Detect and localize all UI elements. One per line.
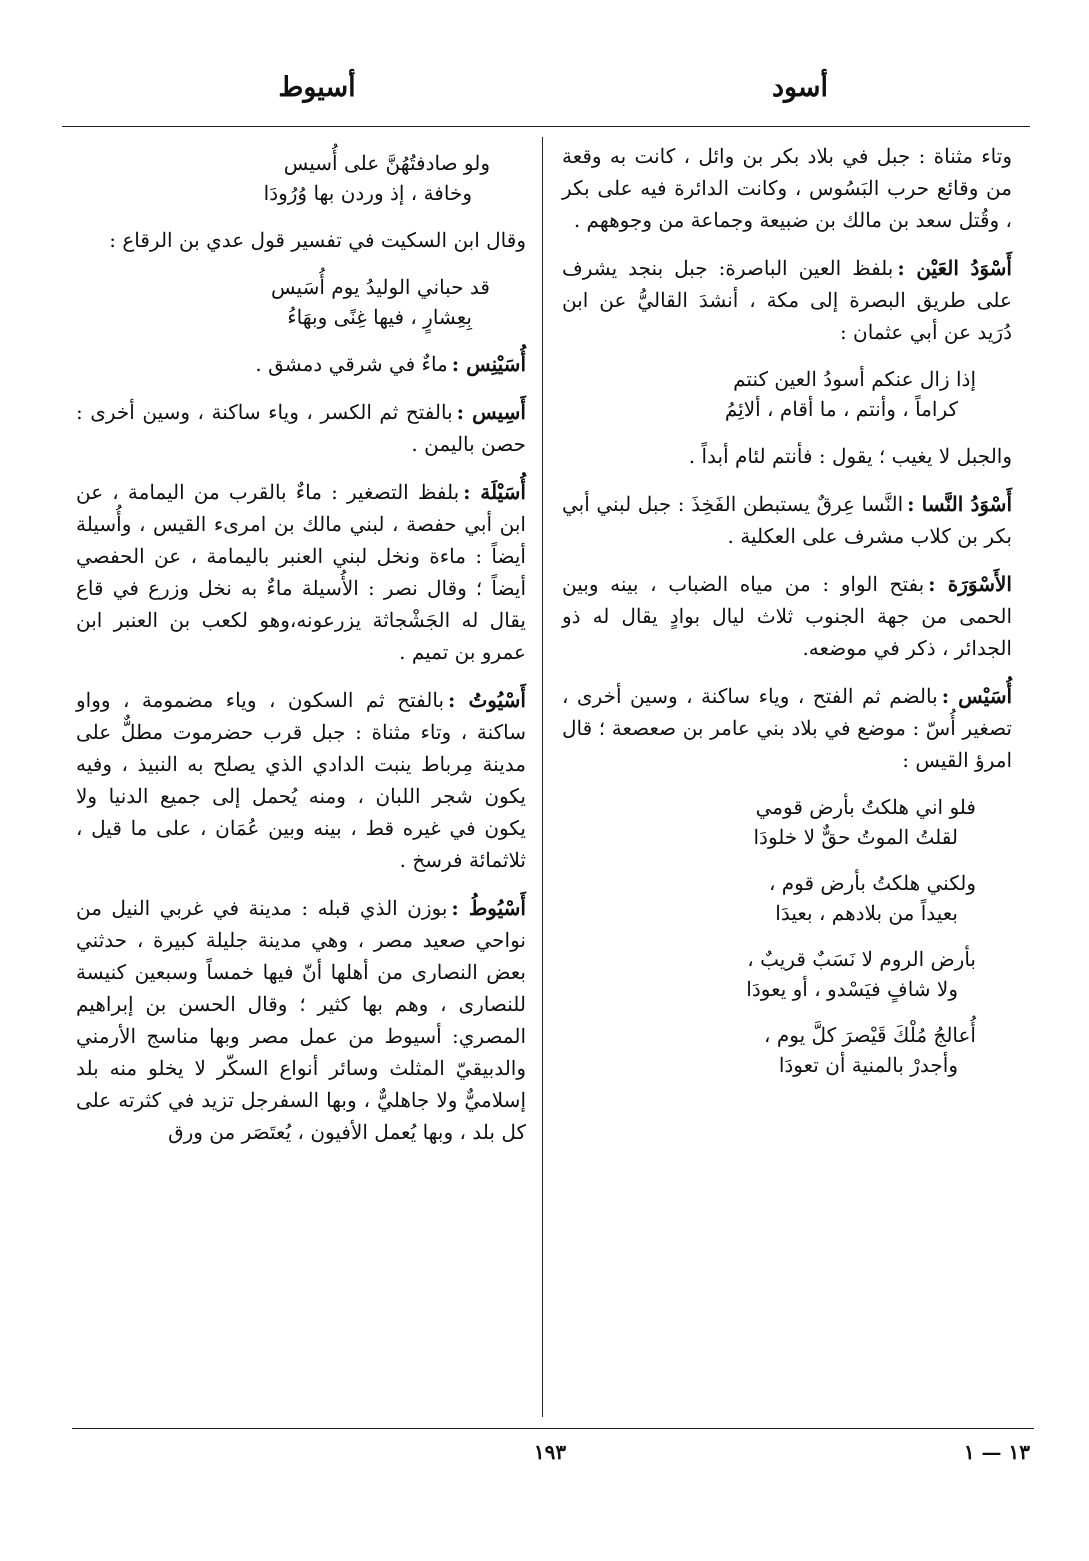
- verse-line: لقلتُ الموتُ حقٌّ لا خلودَا: [753, 825, 958, 849]
- verse-block: [76, 272, 526, 332]
- entry-paragraph: [562, 140, 1012, 236]
- running-head-right: أسود: [771, 72, 829, 103]
- entry-headword: أَسِيس :: [456, 400, 526, 424]
- verse-line: قد حباني الوليدُ يوم أُسَيس: [271, 275, 490, 299]
- verse-line: وأجدرْ بالمنية أن تعودَا: [778, 1053, 958, 1077]
- entry-text: وتاء مثناة : جبل في بلاد بكر بن وائل ، كانت به وقعة من وقائع حرب البَسُوس ، وكانت الدائرة فيه على بكر ، وقُتل سعد بن مالك بن ضبيعة وجماعة من وجوههم .: [562, 144, 1012, 232]
- entry-headword: أَسْوَدُ النَّسا :: [907, 492, 1013, 516]
- entry-text: بالضم ثم الفتح ، وياء ساكنة ، وسين أخرى ، تصغير أُسّ : موضع في بلاد بني عامر بن صعصعة ؛ قال امرؤ القيس :: [562, 684, 1012, 772]
- entry-paragraph: [562, 568, 1012, 664]
- verse-line: وخافة ، إذ وردن بها وُرُودَا: [263, 181, 472, 205]
- entry-paragraph: [562, 440, 1012, 472]
- top-rule: [62, 126, 1030, 127]
- entry-headword: أَسْوَدُ العَيْن :: [897, 256, 1012, 280]
- entry-text: بلفظ العين الباصرة: جبل بنجد يشرف على طريق البصرة إلى مكة ، أنشدَ القاليُّ عن ابن دُرَيد عن أبي عثمان :: [562, 256, 1012, 344]
- entry-text: النَّسا عِرقٌ يستبطن الفَخِذَ : جبل لبني أبي بكر بن كلاب مشرف على العكلية .: [562, 492, 1012, 548]
- entry-text: بوزن الذي قبله : مدينة في غربي النيل من نواحي صعيد مصر ، وهي مدينة جليلة كبيرة ، حدثني بعض النصارى من أهلها أنّ فيها خمساً وسبعين كنيسة للنصارى ، وهم بها كثير ؛ وقال الحسن بن إبراهيم المصري: أسيوط من عمل مصر وبها مناسج الأرمني والدبيقيّ المثلث وسائر أنواع السكّر لا يخلو منه بلد إسلاميٌّ ولا جاهليٌّ ، وبها السفرجل تزيد في كثرته على كل بلد ، وبها يُعمل الأفيون ، يُعتَصَر من ورق: [76, 896, 526, 1144]
- verse-line: فلو اني هلكتُ بأرض قومي: [755, 795, 976, 819]
- verse-line: بأرض الروم لا نَسَبٌ قريبٌ ،: [747, 947, 976, 971]
- verse-line: أُعالجُ مُلْكَ قَيْصرَ كلَّ يوم ،: [764, 1023, 976, 1047]
- entry-text: ماءٌ في شرقي دمشق .: [255, 352, 448, 376]
- entry-text: بالفتح ثم السكون ، وياء مضمومة ، وواو ساكنة ، وتاء مثناة : جبل قرب حضرموت مطلٌّ على مدينة مِرباط ينبت الدادي الذي يصلح به النبيذ ، وفيه يكون شجر اللبان ، ومنه يُحمل إلى جميع الدنيا ولا يكون في غيره قط ، بينه وبين عُمَان ، على ما قيل ، ثلاثمائة فرسخ .: [76, 688, 526, 872]
- entry-paragraph: [76, 476, 526, 668]
- entry-paragraph: [76, 684, 526, 876]
- running-head-left: أسيوط: [278, 72, 356, 103]
- entry-headword: أُسَيْنِس :: [451, 352, 526, 376]
- right-column: [562, 140, 1012, 1096]
- verse-block: [562, 364, 1012, 424]
- verse-line: كراماً ، وأنتم ، ما أقام ، ألائِمُ: [724, 397, 958, 421]
- verse-line: بعيداً من بلادهم ، بعيدَا: [775, 901, 958, 925]
- verse-line: ولا شافٍ فيَسْدو ، أو يعودَا: [746, 977, 958, 1001]
- verse-line: بِعِشارٍ ، فيها غِنًى وبهَاءُ: [287, 305, 472, 329]
- verse-block: [562, 944, 1012, 1004]
- verse-block: [562, 868, 1012, 928]
- entry-text: وقال ابن السكيت في تفسير قول عدي بن الرقاع :: [109, 228, 526, 252]
- entry-paragraph: [562, 252, 1012, 348]
- verse-block: [562, 792, 1012, 852]
- entry-headword: الأَسْوَرَة :: [928, 572, 1012, 596]
- entry-text: والجبل لا يغيب ؛ يقول : فأنتم لئام أبداً .: [688, 444, 1012, 468]
- entry-headword: أَسْيُوطُ :: [451, 896, 526, 920]
- entry-paragraph: [76, 348, 526, 380]
- entry-paragraph: [76, 396, 526, 460]
- entry-text: بالفتح ثم الكسر ، وياء ساكنة ، وسين أخرى : حصن باليمن .: [76, 400, 526, 456]
- verse-block: [76, 148, 526, 208]
- page-number: ١٩٣: [533, 1440, 567, 1464]
- entry-headword: أُسَيْلَة :: [463, 480, 526, 504]
- verse-block: [562, 1020, 1012, 1080]
- bottom-rule: [72, 1428, 1034, 1429]
- entry-headword: أُسَيْس :: [941, 684, 1013, 708]
- entry-headword: أَسْيُوتُ :: [448, 688, 526, 712]
- signature-mark: ١٣ — ١: [963, 1440, 1030, 1464]
- entry-paragraph: [562, 488, 1012, 552]
- column-divider: [542, 137, 543, 1417]
- left-column: [76, 140, 526, 1164]
- entry-text: بفتح الواو : من مياه الضباب ، بينه وبين الحمى من جهة الجنوب ثلاث ليال بوادٍ يقال له ذو الجدائر ، ذكر في موضعه.: [562, 572, 1012, 660]
- entry-paragraph: [562, 680, 1012, 776]
- verse-line: ولو صادفتُهُنَّ على أُسيس: [283, 151, 490, 175]
- entry-text: بلفظ التصغير : ماءٌ بالقرب من اليمامة ، عن ابن أبي حفصة ، لبني مالك بن امرىء القيس ، وأُسيلة أيضاً : ماءة ونخل لبني العنبر باليمامة ، عن الحفصي أيضاً ؛ وقال نصر : الأُسيلة ماءٌ به نخل وزرع في قاع يقال له الجَشْجاثة يزرعونه،وهو لكعب بن العنبر ابن عمرو بن تميم .: [76, 480, 526, 664]
- verse-line: إذا زال عنكم أسودُ العين كنتم: [733, 367, 976, 391]
- entry-paragraph: [76, 892, 526, 1148]
- verse-line: ولكني هلكتُ بأرض قوم ،: [768, 871, 976, 895]
- entry-paragraph: [76, 224, 526, 256]
